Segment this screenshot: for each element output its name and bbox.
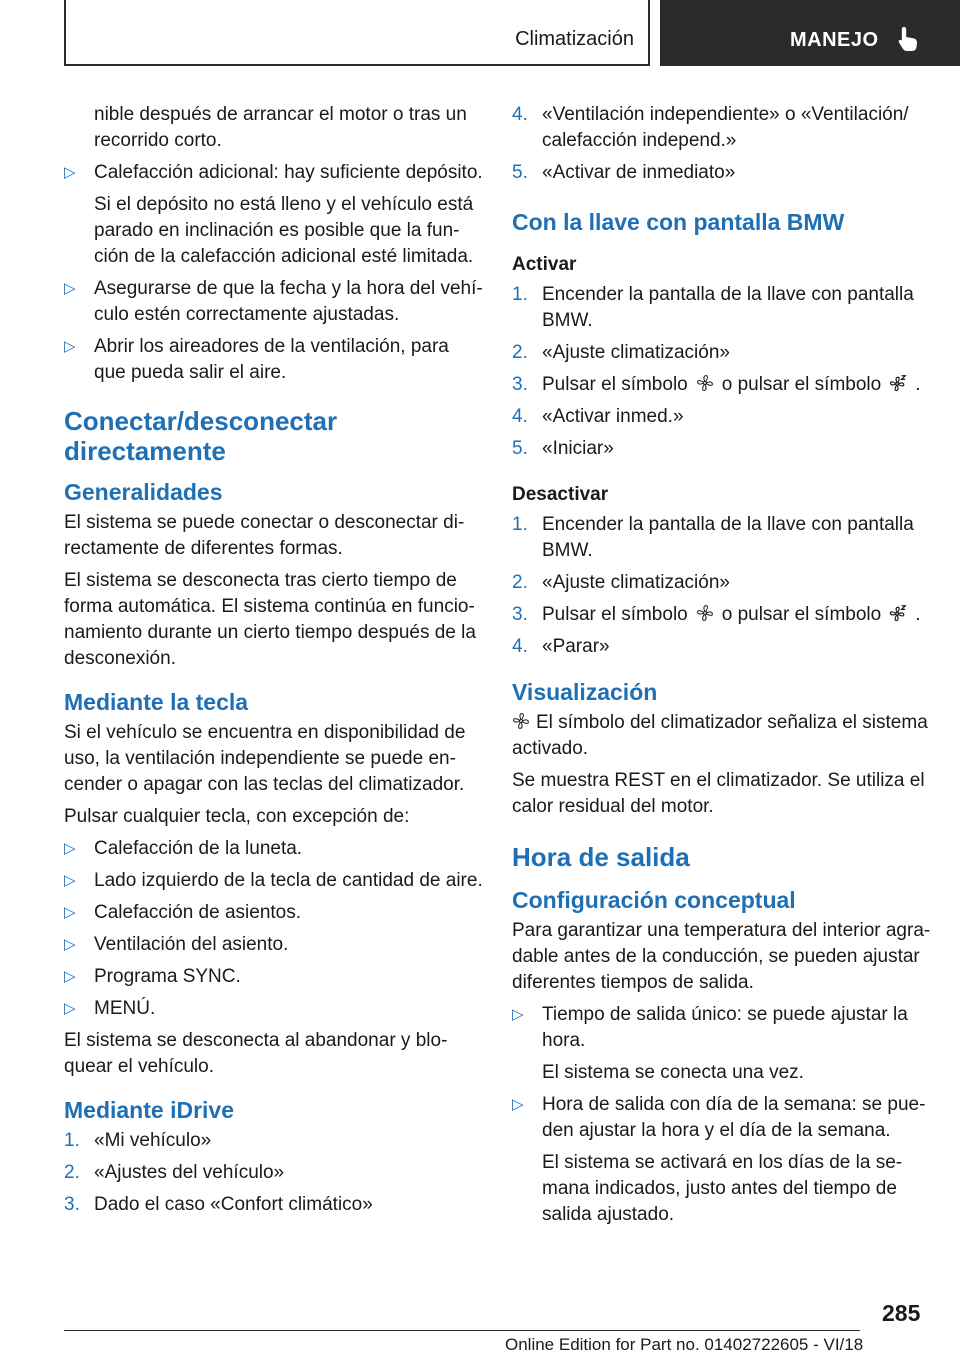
- bullet-marker: ▷: [64, 904, 76, 921]
- step-number: 3.: [512, 374, 528, 395]
- numbered-item: [512, 404, 932, 430]
- numbered-item: [512, 512, 932, 564]
- step-number: 3.: [512, 604, 528, 625]
- list-item: [64, 964, 484, 990]
- list-item: [512, 1002, 932, 1086]
- heading-by-button: Mediante la tecla: [64, 689, 249, 715]
- step-text: «Activar de inmediato»: [542, 162, 736, 183]
- list-item-text: Abrir los aireadores de la ventilación, para que pueda salir el aire.: [94, 336, 449, 383]
- step-number: 4.: [512, 406, 528, 427]
- step-text: «Ventilación independiente» o «Ventilación/ calefacción independ.»: [542, 104, 909, 151]
- step-text: «Iniciar»: [542, 438, 614, 459]
- list-item: [512, 1092, 932, 1228]
- list-item-subtext: Si el depósito no está lleno y el vehículo está parado en inclinación es posible que la función de la calefacción adicional esté limitada.: [94, 194, 474, 267]
- step-number: 4.: [512, 104, 528, 125]
- list-item: [64, 276, 484, 328]
- step-text: «Ajustes del vehículo»: [94, 1162, 285, 1183]
- fan-timer-icon: [889, 374, 907, 392]
- paragraph: Se muestra REST en el climatizador. Se utiliza el calor residual del motor.: [512, 770, 925, 817]
- list-item-text: Tiempo de salida único: se puede ajustar la hora.: [542, 1004, 908, 1051]
- list-item: [64, 160, 484, 270]
- step-text-part: .: [915, 374, 921, 395]
- hand-pointer-icon: [896, 25, 922, 53]
- step-number: 2.: [512, 572, 528, 593]
- fan-icon: [696, 374, 714, 392]
- footer-divider: [64, 1330, 860, 1331]
- bullet-marker: ▷: [64, 338, 76, 355]
- numbered-item: [512, 282, 932, 334]
- step-number: 1.: [64, 1130, 80, 1151]
- list-item: [64, 334, 484, 386]
- step-number: 4.: [512, 636, 528, 657]
- list-item-text: Asegurarse de que la fecha y la hora del vehículo estén correctamente ajustadas.: [94, 278, 483, 325]
- list-item: [64, 996, 484, 1022]
- numbered-item: [512, 340, 932, 366]
- step-number: 3.: [64, 1194, 80, 1215]
- step-text: «Parar»: [542, 636, 610, 657]
- step-text-part: o pulsar el símbolo: [721, 374, 882, 395]
- step-text: «Ajuste climatización»: [542, 572, 730, 593]
- paragraph: [512, 710, 932, 762]
- paragraph: Si el vehículo se encuentra en disponibilidad de uso, la ventilación independiente se puede encender o apagar con las teclas del climatizador.: [64, 722, 466, 795]
- section-title: Climatización: [515, 28, 634, 50]
- list-item-text: Hora de salida con día de la semana: se pueden ajustar la hora y el día de la semana.: [542, 1094, 926, 1141]
- numbered-item: [512, 570, 932, 596]
- list-item: [64, 836, 484, 862]
- paragraph: Para garantizar una temperatura del interior agradable antes de la conducción, se pueden ajustar diferentes tiempos de salida.: [512, 920, 931, 993]
- paragraph: El sistema se desconecta al abandonar y bloquear el vehículo.: [64, 1030, 448, 1077]
- paragraph: Pulsar cualquier tecla, con excepción de:: [64, 806, 410, 827]
- step-number: 2.: [512, 342, 528, 363]
- bullet-marker: ▷: [64, 936, 76, 953]
- list-item-text: Lado izquierdo de la tecla de cantidad de aire.: [94, 870, 483, 891]
- numbered-item: [64, 1128, 484, 1154]
- step-number: 5.: [512, 438, 528, 459]
- step-text-part: o pulsar el símbolo: [721, 604, 882, 625]
- list-item-text: Ventilación del asiento.: [94, 934, 289, 955]
- step-text: [542, 372, 932, 398]
- left-column: [64, 102, 484, 1224]
- step-text: «Mi vehículo»: [94, 1130, 212, 1151]
- fan-timer-icon: [889, 604, 907, 622]
- list-item-text: Calefacción de asientos.: [94, 902, 302, 923]
- list-item: [64, 932, 484, 958]
- numbered-item: [512, 436, 932, 462]
- numbered-item: [512, 102, 932, 154]
- bullet-marker: ▷: [512, 1006, 524, 1023]
- paragraph: El sistema se desconecta tras cierto tiempo de forma automática. El sistema continúa en funcionamiento durante un cierto tiempo después de la desconexión.: [64, 570, 476, 669]
- numbered-item: [512, 634, 932, 660]
- heading-display-key: Con la llave con pantalla BMW: [512, 209, 845, 235]
- step-number: 1.: [512, 514, 528, 535]
- right-column: [512, 102, 932, 1234]
- bullet-marker: ▷: [64, 840, 76, 857]
- list-item-text: MENÚ.: [94, 998, 156, 1019]
- step-text: Encender la pantalla de la llave con pantalla BMW.: [542, 284, 914, 331]
- numbered-item: [512, 160, 932, 186]
- list-item-text: Calefacción de la luneta.: [94, 838, 303, 859]
- step-number: 2.: [64, 1162, 80, 1183]
- step-text-part: Pulsar el símbolo: [542, 374, 688, 395]
- heading-activate: Activar: [512, 254, 577, 275]
- footer-edition: Online Edition for Part no. 01402722605 - VI/18: [505, 1335, 864, 1354]
- heading-departure-time: Hora de salida: [512, 842, 690, 872]
- bullet-marker: ▷: [64, 164, 76, 181]
- paragraph-text: El símbolo del climatizador señaliza el sistema activado.: [512, 712, 928, 759]
- list-item-text: Programa SYNC.: [94, 966, 241, 987]
- step-text: «Ajuste climatización»: [542, 342, 730, 363]
- list-item: [64, 900, 484, 926]
- numbered-item: [64, 1160, 484, 1186]
- header-chapter-tab: [660, 0, 960, 66]
- bullet-marker: ▷: [64, 872, 76, 889]
- bullet-marker: ▷: [64, 1000, 76, 1017]
- bullet-marker: ▷: [64, 968, 76, 985]
- fan-icon: [512, 712, 530, 730]
- numbered-item: [512, 372, 932, 398]
- list-item-subtext: El sistema se conecta una vez.: [542, 1062, 804, 1083]
- step-text-part: Pulsar el símbolo: [542, 604, 688, 625]
- continued-text: nible después de arrancar el motor o tras un recorrido corto.: [94, 104, 467, 151]
- bullet-marker: ▷: [64, 280, 76, 297]
- list-item-subtext: El sistema se activará en los días de la semana indicados, justo antes del tiempo de salida ajustado.: [542, 1152, 903, 1225]
- numbered-item: [512, 602, 932, 628]
- paragraph: El sistema se puede conectar o desconectar directamente de diferentes formas.: [64, 512, 465, 559]
- heading-display: Visualización: [512, 679, 658, 705]
- heading-direct-switch: Conectar/desconectar directamente: [64, 406, 338, 466]
- step-text-part: .: [915, 604, 921, 625]
- chapter-title: MANEJO: [790, 29, 879, 51]
- list-item-text: Calefacción adicional: hay suficiente depósito.: [94, 162, 483, 183]
- heading-idrive: Mediante iDrive: [64, 1097, 234, 1123]
- step-number: 5.: [512, 162, 528, 183]
- step-number: 1.: [512, 284, 528, 305]
- list-item: [64, 868, 484, 894]
- heading-general: Generalidades: [64, 479, 223, 505]
- step-text: «Activar inmed.»: [542, 406, 684, 427]
- page-number: 285: [882, 1300, 921, 1326]
- bullet-marker: ▷: [512, 1096, 524, 1113]
- step-text: Encender la pantalla de la llave con pantalla BMW.: [542, 514, 914, 561]
- fan-icon: [696, 604, 714, 622]
- header-section-tab: [64, 0, 650, 66]
- heading-concept: Configuración conceptual: [512, 887, 796, 913]
- numbered-item: [64, 1192, 484, 1218]
- step-text: [542, 602, 932, 628]
- step-text: Dado el caso «Confort climático»: [94, 1194, 373, 1215]
- heading-deactivate: Desactivar: [512, 484, 609, 505]
